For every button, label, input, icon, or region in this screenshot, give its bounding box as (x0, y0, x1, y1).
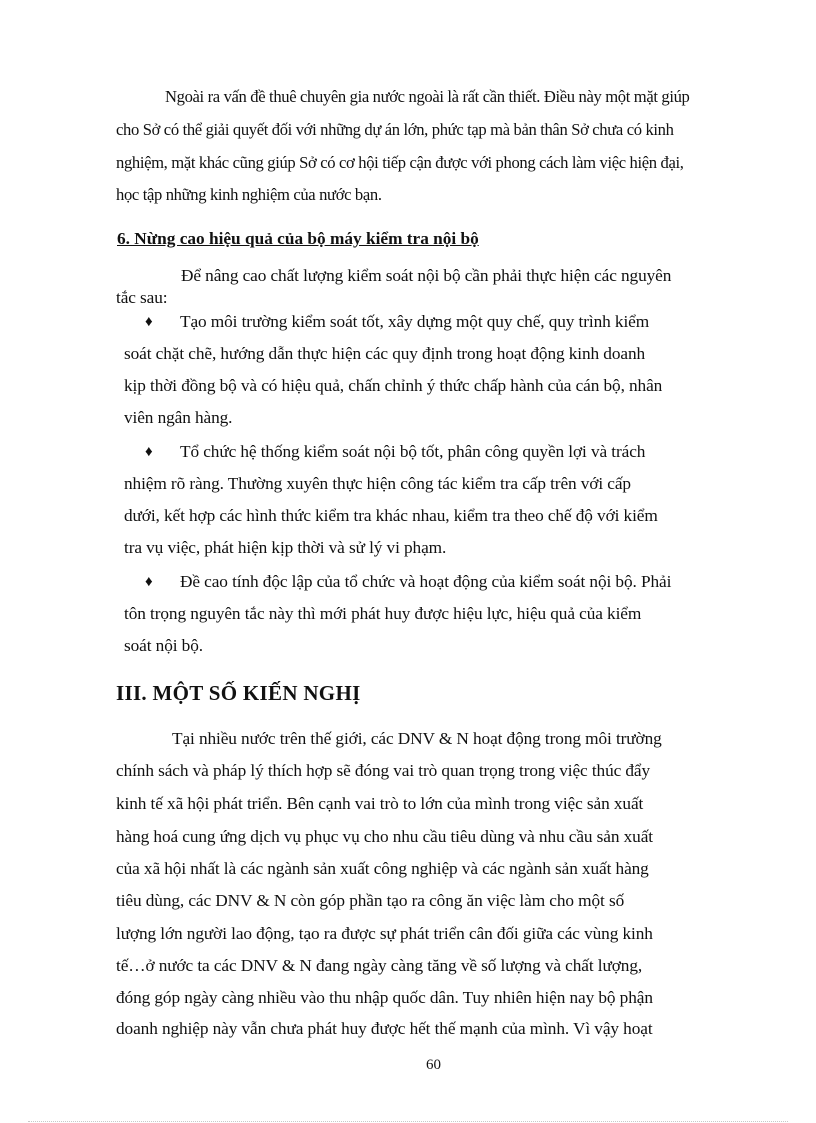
paragraph-line: chính sách và pháp lý thích hợp sẽ đóng vai trò quan trọng trong việc thúc đẩy (116, 761, 651, 780)
bullet-line: soát chặt chẽ, hướng dẫn thực hiện các quy định trong hoạt động kinh doanh (124, 344, 646, 363)
bullet-line: Đề cao tính độc lập của tổ chức và hoạt động của kiểm soát nội bộ. Phải (180, 572, 672, 591)
bullet-line: tra vụ việc, phát hiện kịp thời và sử lý vi phạm. (124, 538, 447, 557)
intro-line: tắc sau: (116, 288, 168, 307)
bullet-line: nhiệm rõ ràng. Thường xuyên thực hiện công tác kiểm tra cấp trên với cấp (124, 474, 631, 493)
bullet-line: kịp thời đồng bộ và có hiệu quả, chấn chỉnh ý thức chấp hành của cán bộ, nhân (124, 376, 663, 395)
paragraph-line: lượng lớn người lao động, tạo ra được sự phát triển cân đối giữa các vùng kinh (116, 924, 653, 943)
paragraph-line: hàng hoá cung ứng dịch vụ phục vụ cho nhu cầu tiêu dùng và nhu cầu sản xuất (116, 827, 653, 846)
bullet-line: viên ngân hàng. (124, 408, 233, 427)
diamond-bullet-icon: ♦ (145, 314, 153, 330)
diamond-bullet-icon: ♦ (145, 444, 153, 460)
paragraph-line: của xã hội nhất là các ngành sản xuất công nghiệp và các ngành sản xuất hàng (116, 859, 649, 878)
paragraph-line: Ngoài ra vấn đề thuê chuyên gia nước ngoài là rất cần thiết. Điều này một mặt giúp (165, 87, 690, 106)
bullet-line: tôn trọng nguyên tắc này thì mới phát huy được hiệu lực, hiệu quả của kiểm (124, 604, 642, 623)
paragraph-line: tế…ở nước ta các DNV & N đang ngày càng tăng về số lượng và chất lượng, (116, 956, 643, 975)
section-heading: 6. Nừng cao hiệu quả của bộ máy kiểm tra nội bộ (117, 229, 479, 248)
paragraph-line: học tập những kinh nghiệm của nước bạn. (116, 185, 382, 204)
bullet-line: Tạo môi trường kiểm soát tốt, xây dựng một quy chế, quy trình kiểm (180, 312, 650, 331)
intro-line: Để nâng cao chất lượng kiểm soát nội bộ cần phải thực hiện các nguyên (181, 266, 672, 285)
paragraph-line: cho Sở có thể giải quyết đối với những dự án lớn, phức tạp mà bản thân Sở chưa có kinh (116, 120, 674, 139)
page-bottom-rule (28, 1121, 788, 1122)
diamond-bullet-icon: ♦ (145, 574, 153, 590)
bullet-line: soát nội bộ. (124, 636, 203, 655)
paragraph-line: đóng góp ngày càng nhiều vào thu nhập quốc dân. Tuy nhiên hiện nay bộ phận (116, 988, 653, 1007)
paragraph-line: nghiệm, mặt khác cũng giúp Sở có cơ hội tiếp cận được với phong cách làm việc hiện đại, (116, 153, 684, 172)
bullet-line: Tổ chức hệ thống kiểm soát nội bộ tốt, phân công quyền lợi và trách (180, 442, 646, 461)
section-heading: III. MỘT SỐ KIẾN NGHỊ (116, 681, 361, 705)
paragraph-line: doanh nghiệp này vẫn chưa phát huy được hết thế mạnh của mình. Vì vậy hoạt (116, 1019, 653, 1038)
paragraph-line: Tại nhiều nước trên thế giới, các DNV & N hoạt động trong môi trường (172, 729, 662, 748)
paragraph-line: tiêu dùng, các DNV & N còn góp phần tạo ra công ăn việc làm cho một số (116, 891, 625, 910)
paragraph-line: kinh tế xã hội phát triển. Bên cạnh vai trò to lớn của mình trong việc sản xuất (116, 794, 644, 813)
page-number: 60 (426, 1057, 441, 1073)
bullet-line: dưới, kết hợp các hình thức kiểm tra khác nhau, kiểm tra theo chế độ với kiểm (124, 506, 658, 525)
